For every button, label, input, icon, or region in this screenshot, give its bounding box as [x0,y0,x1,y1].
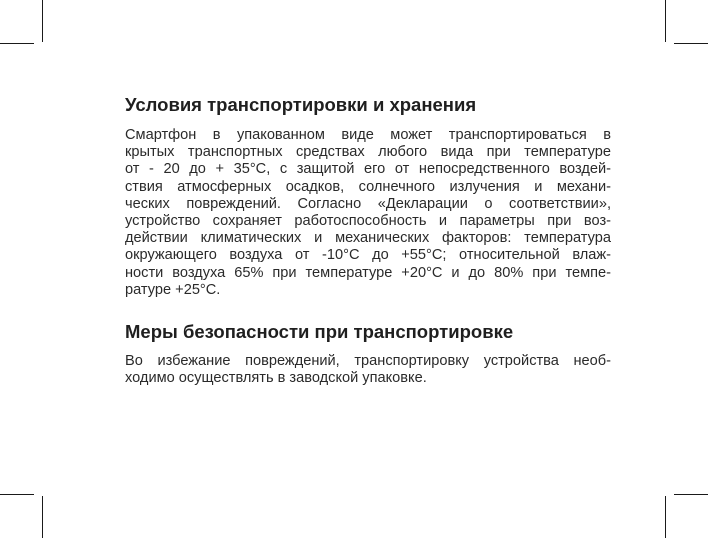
crop-mark [674,494,708,495]
paragraph-line: крытых транспортных средствах любого вида при температуре [125,144,611,161]
section-heading-transport-safety: Меры безопасности при транспортировке [125,321,514,343]
crop-mark [0,43,34,44]
section-heading-transport-storage: Условия транспортировки и хранения [125,94,477,115]
paragraph-line: Во избежание повреждений, транспортировку устройства необ- [125,353,611,370]
paragraph-line: Смартфон в упакованном виде может транспортироваться в [125,127,611,143]
paragraph-transport-storage [125,127,611,299]
paragraph-line: окружающего воздуха от -10°С до +55°С; относительной влаж- [125,247,611,264]
crop-mark [674,43,708,44]
paragraph-line: ческих повреждений. Согласно «Декларации о соответствии», [125,195,611,212]
document-page [125,94,611,387]
paragraph-line: ратуре +25°С. [125,281,221,298]
paragraph-line: ходимо осуществлять в заводской упаковке. [125,370,427,387]
paragraph-line: ствия атмосферных осадков, солнечного излучения и механи- [125,178,611,195]
crop-mark [665,496,666,538]
paragraph-line: действии климатических и механических факторов: температура [125,230,611,247]
paragraph-line: от - 20 до + 35°С, с защитой его от непосредственного воздей- [125,161,611,178]
crop-mark [42,496,43,538]
crop-mark [0,494,34,495]
crop-mark [42,0,43,42]
paragraph-line: устройство сохраняет работоспособность и параметры при воз- [125,213,611,230]
paragraph-line: ности воздуха 65% при температуре +20°С и до 80% при темпе- [125,264,611,281]
crop-mark [665,0,666,42]
paragraph-transport-safety [125,353,611,387]
